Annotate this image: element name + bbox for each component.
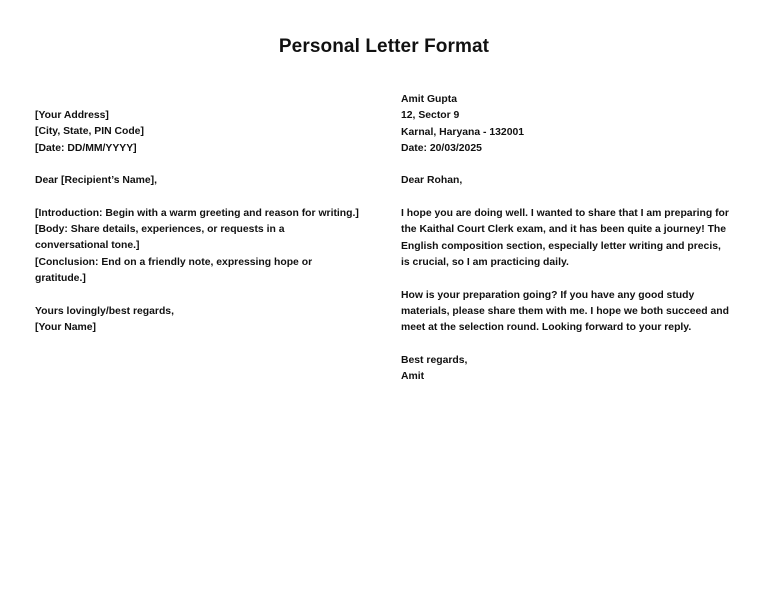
template-introduction: [Introduction: Begin with a warm greeting and reason for writing.] <box>35 207 359 219</box>
page-title: Personal Letter Format <box>278 36 490 57</box>
example-date: Date: 20/03/2025 <box>401 142 482 154</box>
example-paragraph-1: I hope you are doing well. I wanted to share that I am preparing for the Kaithal Court Clerk exam, and it has been quite a journey! The English composition section, especially letter writing and precis, is crucial, so I am practicing daily. <box>401 208 729 268</box>
template-salutation: Dear [Recipient’s Name], <box>35 175 158 187</box>
example-signature: Amit <box>401 371 425 383</box>
template-address: [Your Address] <box>35 110 109 121</box>
spacer <box>35 189 365 205</box>
spacer <box>401 157 731 173</box>
example-paragraph-2: How is your preparation going? If you have any good study materials, please share them with me. I hope we both succeed and meet at the selection round. Looking forward to your reply. <box>401 289 729 334</box>
template-signature: [Your Name] <box>35 321 97 333</box>
example-street: 12, Sector 9 <box>401 110 460 122</box>
example-city: Karnal, Haryana - 132001 <box>401 126 525 138</box>
template-closing: Yours lovingly/best regards, <box>35 305 174 317</box>
template-city: [City, State, PIN Code] <box>35 126 144 138</box>
template-letter <box>35 108 365 336</box>
spacer <box>35 157 365 173</box>
spacer <box>35 287 365 303</box>
template-date: [Date: DD/MM/YYYY] <box>35 142 137 154</box>
template-body: [Body: Share details, experiences, or requests in a conversational tone.] <box>35 224 285 252</box>
example-salutation: Dear Rohan, <box>401 175 463 187</box>
example-letter <box>401 92 731 385</box>
template-conclusion: [Conclusion: End on a friendly note, expressing hope or gratitude.] <box>35 256 313 284</box>
spacer <box>401 336 731 352</box>
spacer <box>401 271 731 287</box>
example-closing: Best regards, <box>401 354 468 366</box>
spacer <box>401 190 731 206</box>
example-name: Amit Gupta <box>401 94 457 105</box>
